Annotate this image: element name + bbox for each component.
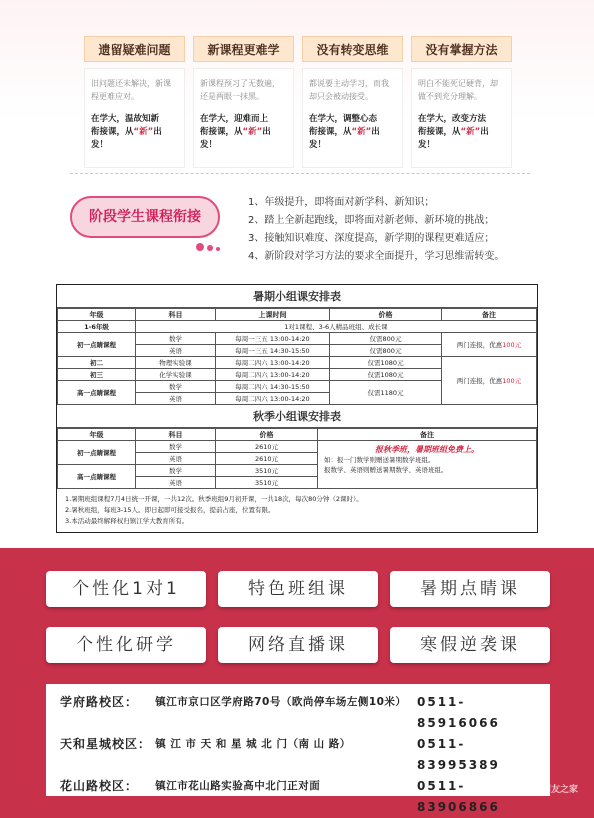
table-header: 年级 科目 上课时间 价格 备注 bbox=[58, 309, 537, 321]
table-row: 初三 化学实验课 每周二四六 13:00-14:20 仅需1080元 bbox=[58, 369, 537, 381]
card-tip: 在学大，改变方法 衔接课，从“新”出发！ bbox=[418, 114, 489, 150]
autumn-promo-note: 报秋季班，暑期班组免费上。 如：报一门数学则赠送暑期数学班组。 报数学、英语则赠送暑期数学、英语班组。 bbox=[318, 441, 537, 489]
card-title: 新课程更难学 bbox=[193, 36, 294, 62]
table-row: 英语 3510元 bbox=[58, 477, 537, 489]
course-button-1v1[interactable]: 个性化1对1 bbox=[46, 571, 206, 607]
summer-table bbox=[57, 308, 537, 405]
campus-addresses bbox=[46, 684, 550, 814]
card-tip: 在学大，迎难而上 衔接课，从“新”出发！ bbox=[200, 114, 271, 150]
bubble-dots bbox=[196, 236, 223, 255]
divider bbox=[70, 173, 530, 174]
campus-row: 天和星城校区： 镇 江 市 天 和 星 城 北 门（南 山 路） 0511-83995389 bbox=[60, 734, 536, 776]
card-title: 没有掌握方法 bbox=[411, 36, 512, 62]
problem-cards bbox=[84, 36, 514, 168]
table-row: 英语 2610元 bbox=[58, 453, 537, 465]
point-item: 2、踏上全新起跑线，即将面对新老师、新环境的挑战； bbox=[248, 215, 495, 226]
phone-number[interactable]: 0511-85916066 bbox=[417, 695, 500, 730]
autumn-table bbox=[57, 428, 537, 489]
card-text: 都说要主动学习，而我 bbox=[309, 79, 389, 88]
table-row: 高一点睛课程 数学 3510元 bbox=[58, 465, 537, 477]
card-text: 做不到充分理解。 bbox=[418, 92, 482, 101]
transition-badge: 阶段学生课程衔接 bbox=[70, 196, 220, 238]
course-button-live[interactable]: 网络直播课 bbox=[218, 627, 378, 663]
point-item: 1、年级提升，即将面对新学科、新知识； bbox=[248, 197, 435, 208]
card-text: 旧问题还未解决，新课 bbox=[91, 79, 171, 88]
phone-number[interactable]: 0511-83906866 bbox=[417, 779, 500, 814]
schedule-notes: 1.暑期班组课程7月4日统一开课，一共12次。秋季班组9月初开课，一共18次，每次80分钟（2课时）。 2.暑秋班组，每班3-15人。即日起即可接受报名，提前占座，位置有限。 3.本活动最终解释权归镇江学大教育所有。 bbox=[65, 495, 363, 525]
card-text: 明白不能死记硬背，却 bbox=[418, 79, 498, 88]
card-title: 没有转变思维 bbox=[302, 36, 403, 62]
autumn-table-title: 秋季小组课安排表 bbox=[57, 405, 537, 428]
course-button-winter[interactable]: 寒假逆袭课 bbox=[390, 627, 550, 663]
table-row: 高一点睛课程 数学 每周二四六 14:30-15:50 仅需1180元 bbox=[58, 381, 537, 393]
table-row: 1-6年级 1对1课程、3-6人精品班组、成长课 bbox=[58, 321, 537, 333]
table-header: 年级 科目 价格 备注 bbox=[58, 429, 537, 441]
card-tip: 在学大，温故知新 衔接课，从“新”出发！ bbox=[91, 114, 162, 150]
course-button-class[interactable]: 特色班组课 bbox=[218, 571, 378, 607]
table-row: 英语 每周一三五 14:30-15:50 仅需800元 bbox=[58, 345, 537, 357]
watermark: 镇江网友之家 bbox=[523, 785, 578, 795]
problem-card bbox=[411, 36, 512, 168]
card-text: 却只会被动接受。 bbox=[309, 92, 373, 101]
point-item: 4、新阶段对学习方法的要求全面提升，学习思维需转变。 bbox=[248, 251, 505, 262]
card-body bbox=[193, 68, 294, 168]
problem-card bbox=[302, 36, 403, 168]
table-row: 初二 物理实验课 每周二四六 13:00-14:20 仅需1080元 两门连报，优惠100元 bbox=[58, 357, 537, 369]
discount-note: 两门连报，优惠100元 bbox=[442, 357, 537, 405]
card-text: 程更难应对。 bbox=[91, 92, 139, 101]
course-button-summer[interactable]: 暑期点睛课 bbox=[390, 571, 550, 607]
campus-row: 学府路校区： 镇江市京口区学府路70号（欧尚停车场左侧10米） 0511-85916066 bbox=[60, 692, 536, 734]
table-row: 初一点睛课程 数学 2610元 报秋季班，暑期班组免费上。 如：报一门数学则赠送暑期数学班组。 报数学、英语则赠送暑期数学、英语班组。 bbox=[58, 441, 537, 453]
course-button-study-tour[interactable]: 个性化研学 bbox=[46, 627, 206, 663]
campus-row: 花山路校区： 镇江市花山路实验高中北门正对面 0511-83906866 bbox=[60, 776, 536, 818]
table-row: 初一点睛课程 数学 每周一三五 13:00-14:20 仅需800元 两门连报，优惠100元 bbox=[58, 333, 537, 345]
card-body bbox=[84, 68, 185, 168]
schedule-tables bbox=[56, 284, 538, 533]
table-row: 英语 每周二四六 13:00-14:20 bbox=[58, 393, 537, 405]
card-body bbox=[302, 68, 403, 168]
card-text: 新课程预习了无数遍， bbox=[200, 79, 280, 88]
phone-number[interactable]: 0511-83995389 bbox=[417, 737, 500, 772]
card-title: 遗留疑难问题 bbox=[84, 36, 185, 62]
card-text: 还是两眼一抹黑。 bbox=[200, 92, 264, 101]
point-item: 3、接触知识难度、深度提高，新学期的课程更难适应； bbox=[248, 233, 495, 244]
summer-table-title: 暑期小组课安排表 bbox=[57, 285, 537, 308]
card-body bbox=[411, 68, 512, 168]
discount-note: 两门连报，优惠100元 bbox=[442, 333, 537, 357]
problem-card bbox=[84, 36, 185, 168]
transition-points bbox=[248, 194, 504, 266]
problem-card bbox=[193, 36, 294, 168]
card-tip: 在学大，调整心态 衔接课，从“新”出发！ bbox=[309, 114, 380, 150]
